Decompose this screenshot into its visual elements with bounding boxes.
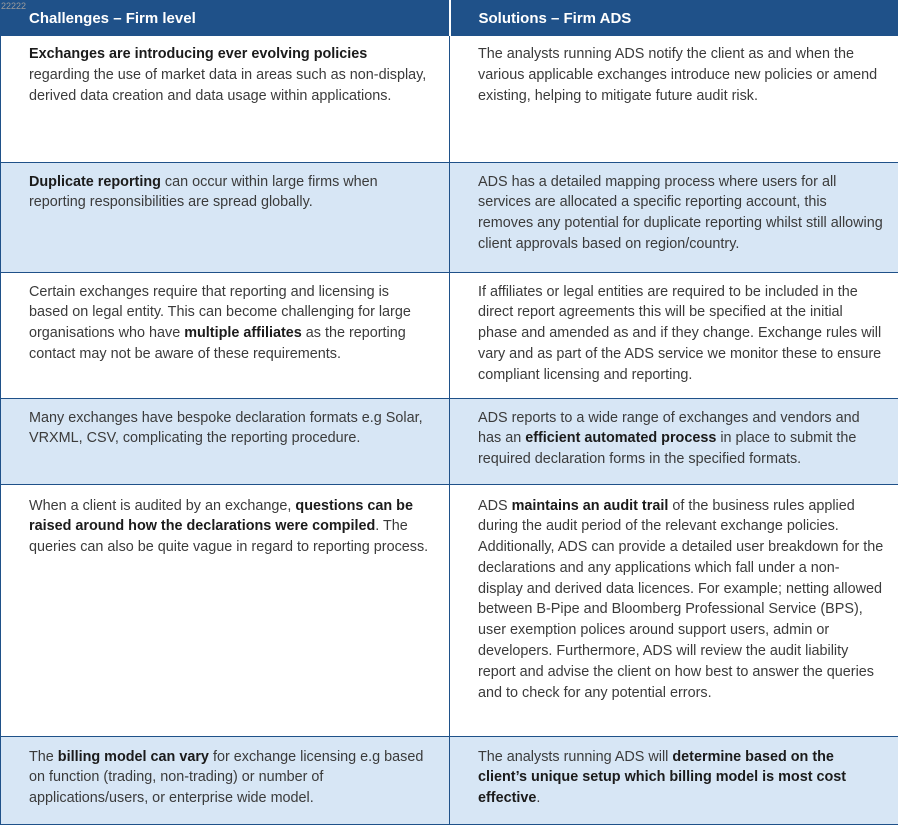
table-row (1, 484, 898, 736)
corner-tag: 22222 (1, 1, 26, 11)
challenge-cell: The billing model can vary for exchange licensing e.g based on function (trading, non-trading) or number of applications/users, or enterprise wide model. (1, 736, 450, 824)
solution-cell: ADS reports to a wide range of exchanges and vendors and has an efficient automated process in place to submit the required declaration forms in the specified formats. (450, 398, 898, 484)
table-row (1, 272, 898, 398)
table-row (1, 398, 898, 484)
table-header (1, 0, 898, 36)
header-solutions: Solutions – Firm ADS (450, 0, 898, 36)
solution-cell: If affiliates or legal entities are required to be included in the direct report agreements this will be specified at the initial phase and amended as and if they change. Exchange rules will vary and as part of the ADS service we monitor these to ensure compliant licensing and reporting. (450, 272, 898, 398)
table-row (1, 162, 898, 272)
challenge-cell: When a client is audited by an exchange, questions can be raised around how the declarations were compiled. The queries can also be quite vague in regard to reporting process. (1, 484, 450, 736)
solution-cell: The analysts running ADS will determine based on the client’s unique setup which billing model is most cost effective. (450, 736, 898, 824)
challenge-cell: Certain exchanges require that reporting and licensing is based on legal entity. This can become challenging for large organisations who have multiple affiliates as the reporting contact may not be aware of these requirements. (1, 272, 450, 398)
challenge-cell: Many exchanges have bespoke declaration formats e.g Solar, VRXML, CSV, complicating the reporting procedure. (1, 398, 450, 484)
solution-cell: ADS maintains an audit trail of the business rules applied during the audit period of the relevant exchange policies. Additionally, ADS can provide a detailed user breakdown for the declarations and any applications which fall under a non-display and derived data licences. For example; netting allowed between B-Pipe and Bloomberg Professional Service (BPS), user exemption polices around support users, admin or developers. Furthermore, ADS will review the audit liability report and advise the client on how best to answer the queries and to check for any potential errors. (450, 484, 898, 736)
solution-cell: The analysts running ADS notify the client as and when the various applicable exchanges introduce new policies or amend existing, helping to mitigate future audit risk. (450, 36, 898, 162)
header-challenges: Challenges – Firm level (1, 0, 450, 36)
table-row (1, 36, 898, 162)
challenge-cell: Duplicate reporting can occur within large firms when reporting responsibilities are spread globally. (1, 162, 450, 272)
table-row (1, 736, 898, 824)
solution-cell: ADS has a detailed mapping process where users for all services are allocated a specific reporting account, this removes any potential for duplicate reporting whilst still allowing client approvals based on region/country. (450, 162, 898, 272)
challenge-cell: Exchanges are introducing ever evolving policies regarding the use of market data in areas such as non-display, derived data creation and data usage within applications. (1, 36, 450, 162)
